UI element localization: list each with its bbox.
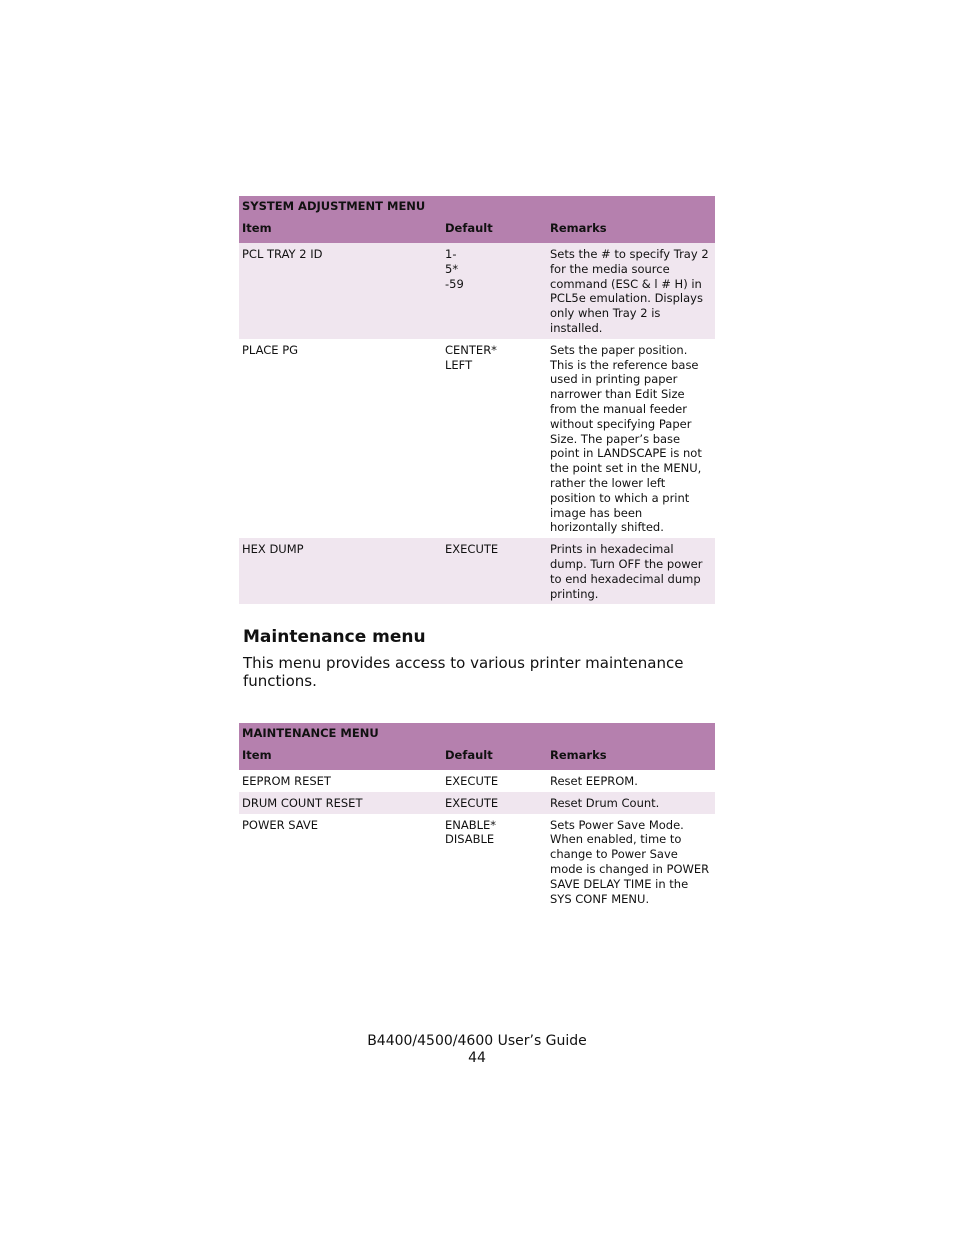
item-cell: PLACE PG (242, 342, 299, 357)
default-cell: 1- 5* -59 (442, 243, 547, 339)
remarks-cell: Reset Drum Count. (547, 792, 715, 814)
remarks-cell: Sets the # to specify Tray 2 for the media source command (ESC & l # H) in PCL5e emulation. Displays only when Tray 2 is installed. (547, 243, 715, 339)
item-cell: HEX DUMP (239, 538, 442, 604)
item-cell: DRUM COUNT RESET (239, 792, 442, 814)
column-header-item: Item (239, 218, 442, 243)
default-cell: EXECUTE (445, 774, 499, 788)
table-row (239, 770, 715, 792)
page-footer (0, 1033, 954, 1067)
table-title: MAINTENANCE MENU (239, 723, 715, 745)
table-title: SYSTEM ADJUSTMENT MENU (239, 196, 715, 218)
system-adjustment-menu-table (239, 196, 715, 604)
table-row (239, 814, 715, 910)
column-header-default: Default (442, 218, 547, 243)
default-cell: EXECUTE (442, 792, 547, 814)
table-row (239, 538, 715, 604)
table-row (239, 792, 715, 814)
column-header-item: Item (239, 745, 442, 770)
remarks-cell: Sets the paper position. This is the reference base used in printing paper narrower than Edit Size from the manual feeder without specifying Paper Size. The paper’s base point in LANDSCAPE is not the point set in the MENU, rather the lower left position to which a print image has been horizontally shifted. (550, 342, 702, 535)
remarks-cell: Reset EEPROM. (550, 774, 638, 788)
section-heading: Maintenance menu (243, 627, 426, 647)
table-row (239, 339, 715, 538)
item-cell: EEPROM RESET (242, 774, 331, 788)
default-cell: ENABLE* DISABLE (445, 817, 497, 847)
page-number: 44 (468, 1050, 486, 1066)
item-cell: POWER SAVE (242, 817, 319, 832)
section-intro: This menu provides access to various printer maintenance functions. (243, 654, 684, 690)
column-header-remarks: Remarks (547, 218, 715, 243)
table-row (239, 243, 715, 339)
default-cell: EXECUTE (442, 538, 547, 604)
column-header-default: Default (442, 745, 547, 770)
default-cell: CENTER* LEFT (445, 342, 497, 372)
column-header-remarks: Remarks (547, 745, 715, 770)
remarks-cell: Sets Power Save Mode. When enabled, time to change to Power Save mode is changed in POWER SAVE DELAY TIME in the SYS CONF MENU. (550, 817, 710, 906)
guide-title: B4400/4500/4600 User’s Guide (367, 1033, 587, 1049)
remarks-cell: Prints in hexadecimal dump. Turn OFF the power to end hexadecimal dump printing. (547, 538, 715, 604)
maintenance-menu-table (239, 723, 715, 909)
item-cell: PCL TRAY 2 ID (239, 243, 442, 339)
